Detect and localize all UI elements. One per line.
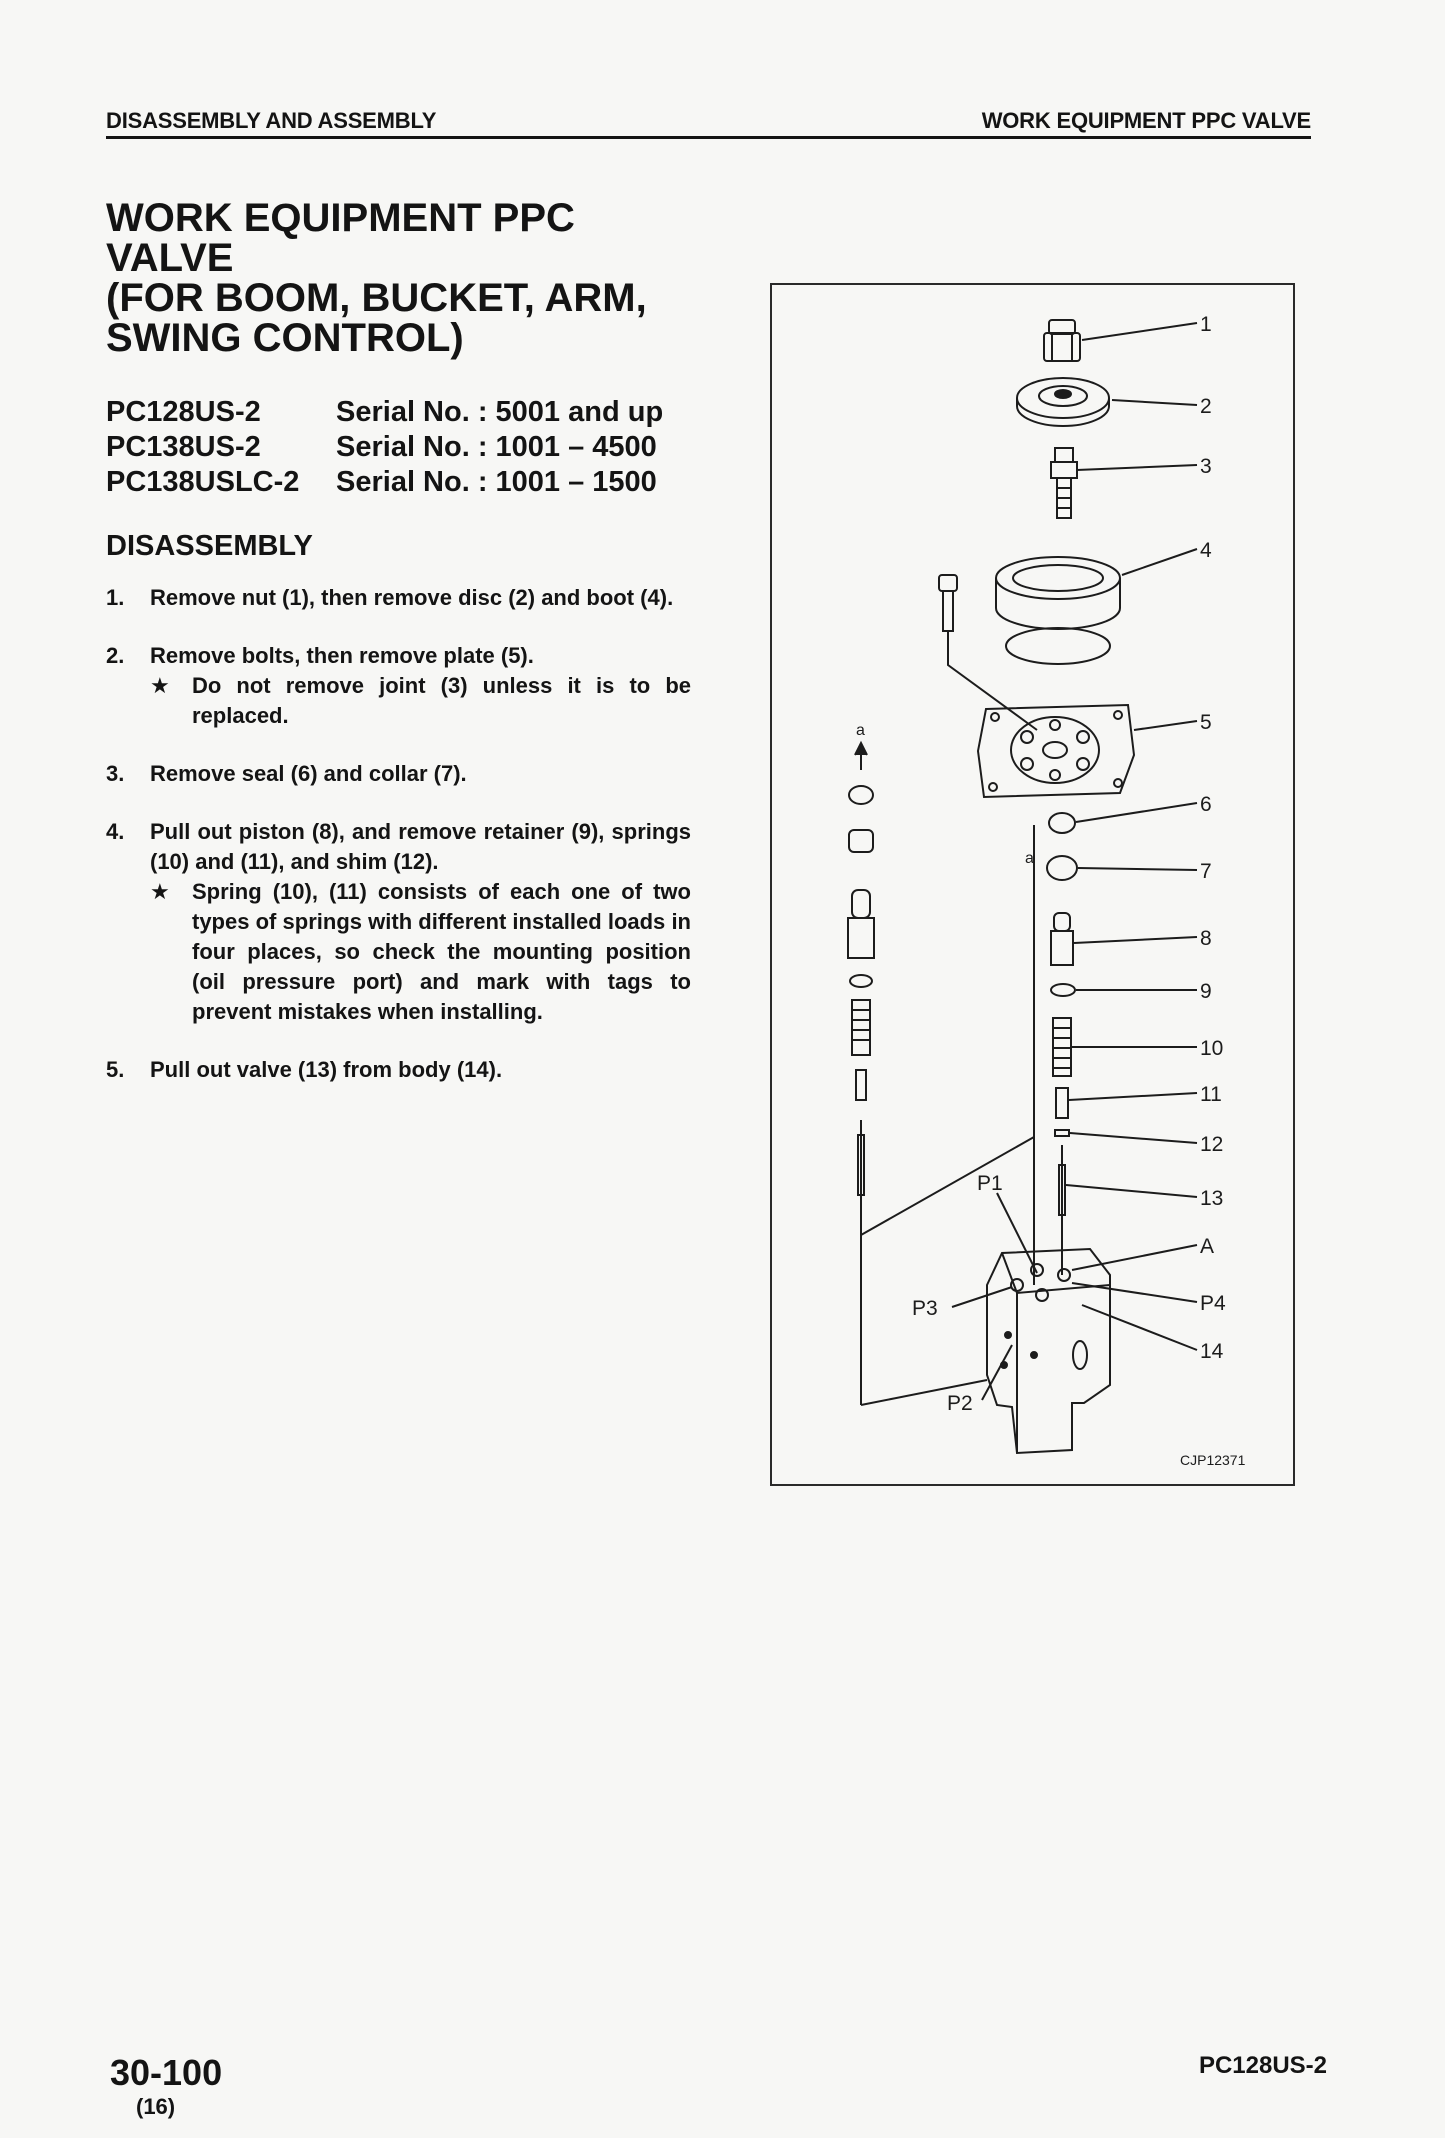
step-text: Pull out valve (13) from body (14). xyxy=(150,1057,503,1082)
callout-5-label: 5 xyxy=(1200,711,1212,734)
callout-4-label: 4 xyxy=(1200,539,1212,562)
boot-part xyxy=(996,557,1120,664)
mark-a-label-center: a xyxy=(1025,850,1034,867)
page-title xyxy=(106,198,746,358)
page-revision: (16) xyxy=(136,2094,176,2119)
applicable-models xyxy=(106,395,663,500)
step-2 xyxy=(106,641,691,671)
model-serial: Serial No. : 1001 – 1500 xyxy=(336,466,657,498)
callout-14-label: 14 xyxy=(1200,1340,1224,1363)
callout-1-label: 1 xyxy=(1200,313,1212,336)
model-serial: Serial No. : 1001 – 4500 xyxy=(336,431,657,463)
callout-labels xyxy=(856,313,1246,1468)
callout-13-label: 13 xyxy=(1200,1187,1224,1210)
section-heading: DISASSEMBLY xyxy=(106,530,313,562)
plate-part xyxy=(978,705,1134,797)
port-p3-label: P3 xyxy=(912,1297,938,1320)
star-icon: ★ xyxy=(150,673,170,698)
star-icon: ★ xyxy=(150,879,170,904)
title-line-3: (FOR BOOM, BUCKET, ARM, xyxy=(106,276,647,320)
step-number: 2. xyxy=(106,643,125,668)
port-p2-label: P2 xyxy=(947,1392,973,1415)
bolt-part xyxy=(939,575,1037,730)
callout-10-label: 10 xyxy=(1200,1037,1224,1060)
title-line-4: SWING CONTROL) xyxy=(106,316,464,360)
callout-9-label: 9 xyxy=(1200,980,1212,1003)
callout-2-label: 2 xyxy=(1200,395,1212,418)
step-text: Remove seal (6) and collar (7). xyxy=(150,761,467,786)
step-1 xyxy=(106,583,691,613)
title-line-2: VALVE xyxy=(106,236,234,280)
step-number: 4. xyxy=(106,819,125,844)
note-text: Spring (10), (11) consists of each one of two types of springs with different installed loads in four places, so check the mounting position (oil pressure port) and mark with tags to prevent mistakes when installing. xyxy=(192,879,691,1024)
step-number: 5. xyxy=(106,1057,125,1082)
callout-12-label: 12 xyxy=(1200,1133,1224,1156)
callout-a-label: A xyxy=(1200,1235,1215,1258)
callout-p4-label: P4 xyxy=(1200,1292,1226,1315)
model-row xyxy=(106,465,663,500)
callout-11-label: 11 xyxy=(1200,1083,1222,1106)
step-number: 3. xyxy=(106,761,125,786)
ppc-valve-diagram xyxy=(772,285,1293,1484)
step-text: Remove bolts, then remove plate (5). xyxy=(150,643,534,668)
step-3 xyxy=(106,759,691,789)
port-p1-label: P1 xyxy=(977,1172,1003,1195)
model-row xyxy=(106,395,663,430)
step-text: Pull out piston (8), and remove retainer (9), springs (10) and (11), and shim (12). xyxy=(150,819,691,874)
disc-part xyxy=(1017,378,1109,426)
model-name: PC128US-2 xyxy=(106,396,261,428)
exploded-view-figure xyxy=(770,283,1295,1486)
header-section-title: DISASSEMBLY AND ASSEMBLY xyxy=(106,108,437,133)
model-row xyxy=(106,430,663,465)
model-serial: Serial No. : 5001 and up xyxy=(336,396,664,428)
step-5 xyxy=(106,1055,691,1085)
header-chapter-title: WORK EQUIPMENT PPC VALVE xyxy=(981,108,1311,133)
nut-part xyxy=(1044,320,1080,361)
header-rule xyxy=(106,136,1311,139)
mark-a-label-left: a xyxy=(856,722,865,739)
joint-part xyxy=(1051,448,1077,518)
left-exploded-column xyxy=(848,743,874,1405)
title-line-1: WORK EQUIPMENT PPC xyxy=(106,196,575,240)
callout-8-label: 8 xyxy=(1200,927,1212,950)
model-name: PC138US-2 xyxy=(106,431,261,463)
step-4 xyxy=(106,817,691,877)
step-4-note xyxy=(150,877,691,1027)
model-name: PC138USLC-2 xyxy=(106,466,300,498)
footer-model: PC128US-2 xyxy=(1198,2052,1327,2079)
callout-7-label: 7 xyxy=(1200,860,1212,883)
callout-6-label: 6 xyxy=(1200,793,1212,816)
figure-code: CJP12371 xyxy=(1180,1452,1246,1468)
callout-3-label: 3 xyxy=(1200,455,1212,478)
note-text: Do not remove joint (3) unless it is to be replaced. xyxy=(192,673,691,728)
center-stack xyxy=(1034,813,1077,1285)
step-number: 1. xyxy=(106,585,125,610)
step-text: Remove nut (1), then remove disc (2) and boot (4). xyxy=(150,585,674,610)
disassembly-steps xyxy=(106,583,691,1085)
page-number: 30-100 xyxy=(110,2052,223,2093)
step-2-note xyxy=(150,671,691,731)
